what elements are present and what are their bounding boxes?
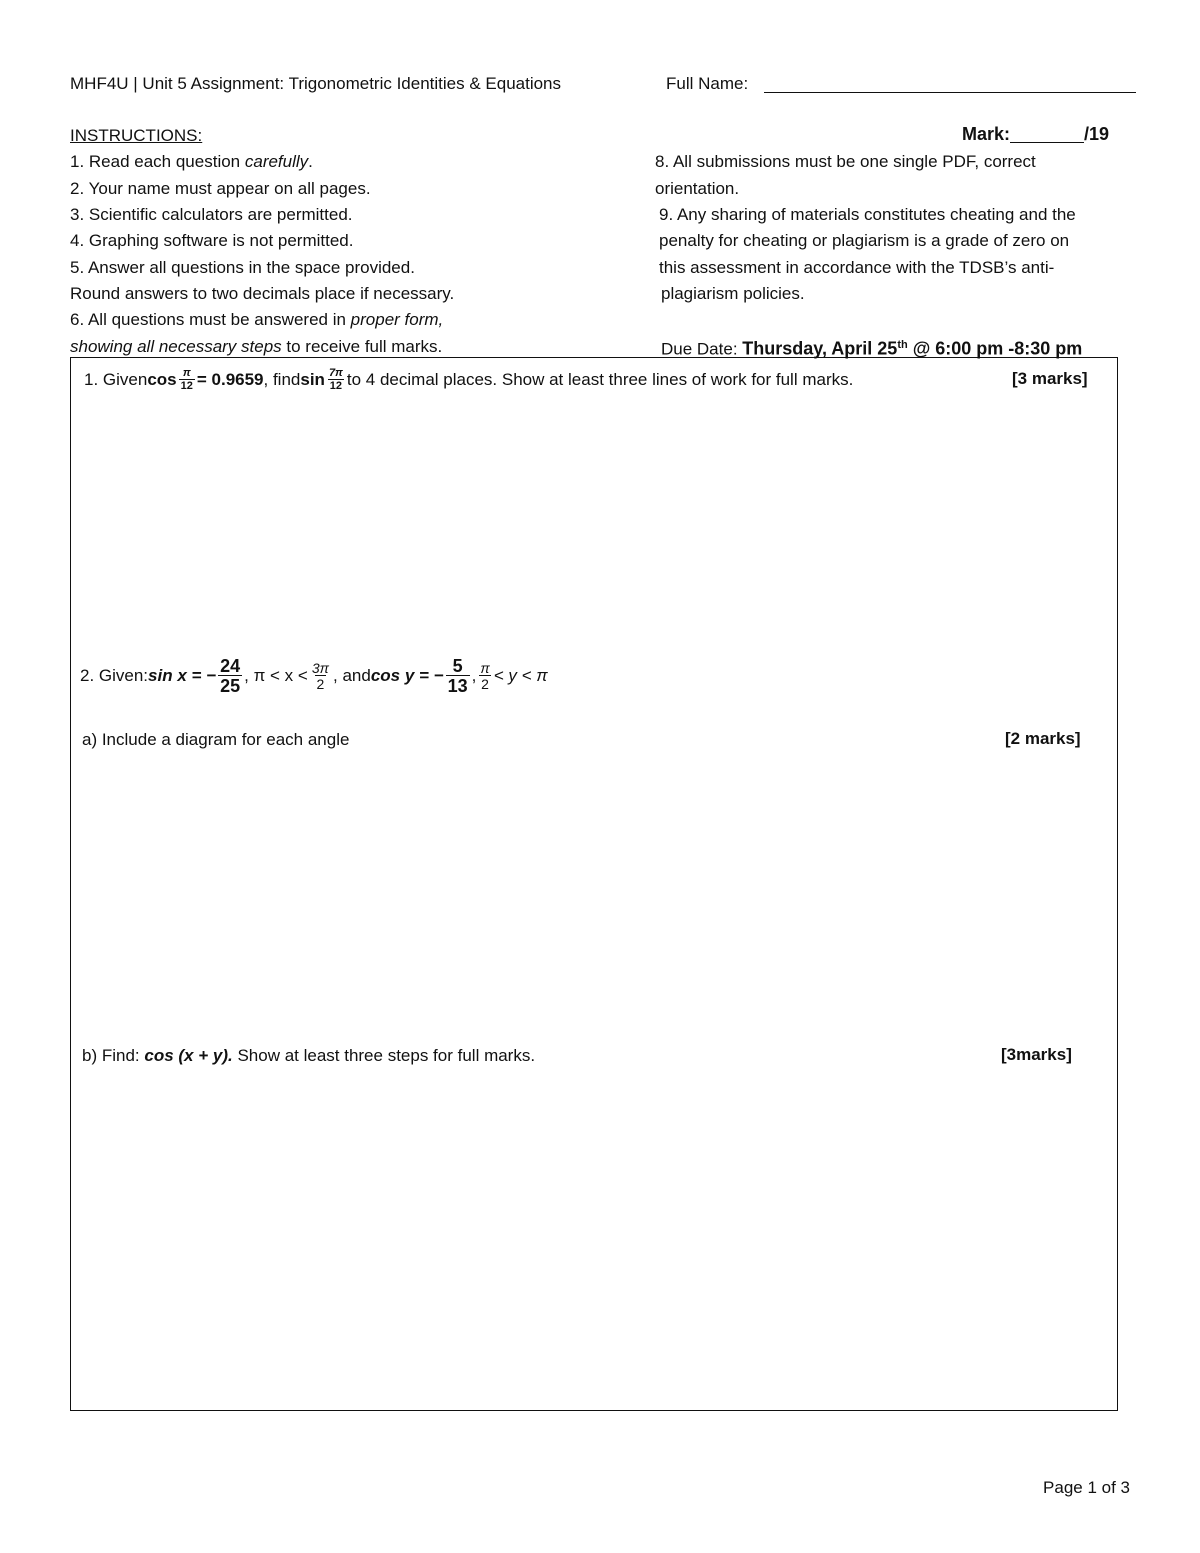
question-2	[80, 648, 548, 704]
question-1	[84, 362, 853, 398]
due-time-value: @ 6:00 pm -8:30 pm	[907, 338, 1083, 359]
q1-frac1-den: 12	[180, 380, 193, 392]
instruction-1-emph: carefully	[244, 152, 309, 171]
q2-fraction-24-25	[218, 657, 242, 695]
assignment-title: MHF4U | Unit 5 Assignment: Trigonometric Identities & Equations	[70, 74, 562, 93]
q1-rest: to 4 decimal places. Show at least three lines of work for full marks.	[346, 370, 854, 389]
question-2a-marks: [2 marks]	[1005, 729, 1081, 748]
q1-sin: sin	[300, 370, 325, 389]
q1-find: , find	[263, 370, 301, 389]
q2-frac4-num: π	[480, 660, 490, 676]
q2-fraction-pi-2	[478, 661, 491, 691]
q1-cos: cos	[147, 370, 177, 389]
question-1-marks: [3 marks]	[1012, 369, 1088, 388]
mark-label: Mark:	[962, 124, 1011, 144]
full-name-line[interactable]	[764, 92, 1136, 93]
instruction-9-cont-1: penalty for cheating or plagiarism is a grade of zero on	[659, 231, 1070, 250]
q1-frac2-num: 7π	[328, 367, 343, 379]
q2-and: , and	[333, 666, 371, 685]
instruction-5: 5. Answer all questions in the space provided.	[70, 258, 415, 277]
instruction-6-cont	[70, 337, 442, 357]
q1-frac1-num: π	[182, 367, 191, 379]
q1-fraction-pi-12	[179, 368, 195, 392]
instruction-9-cont-2: this assessment in accordance with the TDSB’s anti-	[659, 258, 1055, 277]
instruction-1-end: .	[308, 152, 313, 171]
instruction-6-text: 6. All questions must be answered in	[70, 310, 351, 329]
due-date-label: Due Date:	[661, 339, 743, 359]
mark-field	[962, 124, 1109, 145]
q2-fraction-3pi-2	[310, 661, 331, 691]
q1-frac2-den: 12	[329, 380, 343, 392]
instruction-1-text: 1. Read each question	[70, 152, 245, 171]
instruction-6-emph: proper form,	[350, 310, 444, 329]
q2-frac3-num: 5	[452, 656, 463, 676]
instruction-6-cont-text: to receive full marks.	[281, 337, 443, 356]
q2-range-y: < y < π	[493, 666, 548, 685]
q2-frac4-den: 2	[481, 676, 489, 692]
due-date-suffix: th	[897, 339, 908, 351]
due-date	[661, 335, 1082, 360]
instruction-6	[70, 310, 443, 330]
instruction-9-cont-3: plagiarism policies.	[661, 284, 805, 303]
instruction-3: 3. Scientific calculators are permitted.	[70, 205, 353, 224]
instruction-6-cont-emph: showing all necessary steps	[70, 337, 282, 356]
page-number: Page 1 of 3	[1043, 1478, 1130, 1497]
due-date-value: Thursday, April 25	[742, 338, 898, 359]
full-name-label: Full Name:	[666, 74, 749, 93]
answer-frame	[70, 357, 1118, 1411]
q2-cos-y: cos y = −	[370, 666, 444, 685]
q2b-prefix: b) Find:	[82, 1046, 145, 1065]
q2-fraction-5-13	[446, 657, 470, 695]
q2-frac2-num: 3π	[311, 660, 329, 676]
q2-frac3-den: 13	[447, 676, 468, 696]
instruction-2: 2. Your name must appear on all pages.	[70, 179, 371, 198]
q2-frac1-den: 25	[220, 676, 241, 696]
instructions-title: INSTRUCTIONS:	[70, 126, 203, 145]
question-2b	[82, 1046, 535, 1066]
instruction-1	[70, 152, 313, 172]
q2-comma: ,	[471, 666, 477, 685]
question-2a: a) Include a diagram for each angle	[82, 730, 350, 749]
mark-total: /19	[1084, 124, 1110, 144]
q2-frac1-num: 24	[220, 656, 241, 676]
q1-value: = 0.9659	[196, 370, 264, 389]
instruction-4: 4. Graphing software is not permitted.	[70, 231, 354, 250]
instruction-9: 9. Any sharing of materials constitutes cheating and the	[659, 205, 1076, 224]
question-2b-marks: [3marks]	[1001, 1045, 1072, 1064]
q2-frac2-den: 2	[316, 676, 325, 692]
question-2-prefix: 2. Given:	[80, 666, 149, 685]
question-1-prefix: 1. Given	[84, 370, 148, 389]
q2b-rest: Show at least three steps for full marks.	[232, 1046, 536, 1065]
q1-fraction-7pi-12	[327, 368, 345, 392]
q2-range-x: , π < x <	[244, 666, 308, 685]
instruction-8-cont: orientation.	[655, 179, 740, 198]
mark-blank[interactable]	[1010, 142, 1084, 143]
instruction-8: 8. All submissions must be one single PDF, correct	[655, 152, 1036, 171]
q2b-expression: cos (x + y).	[144, 1046, 233, 1065]
q2-sin-x: sin x = −	[148, 666, 217, 685]
instruction-5-cont: Round answers to two decimals place if necessary.	[70, 284, 455, 303]
